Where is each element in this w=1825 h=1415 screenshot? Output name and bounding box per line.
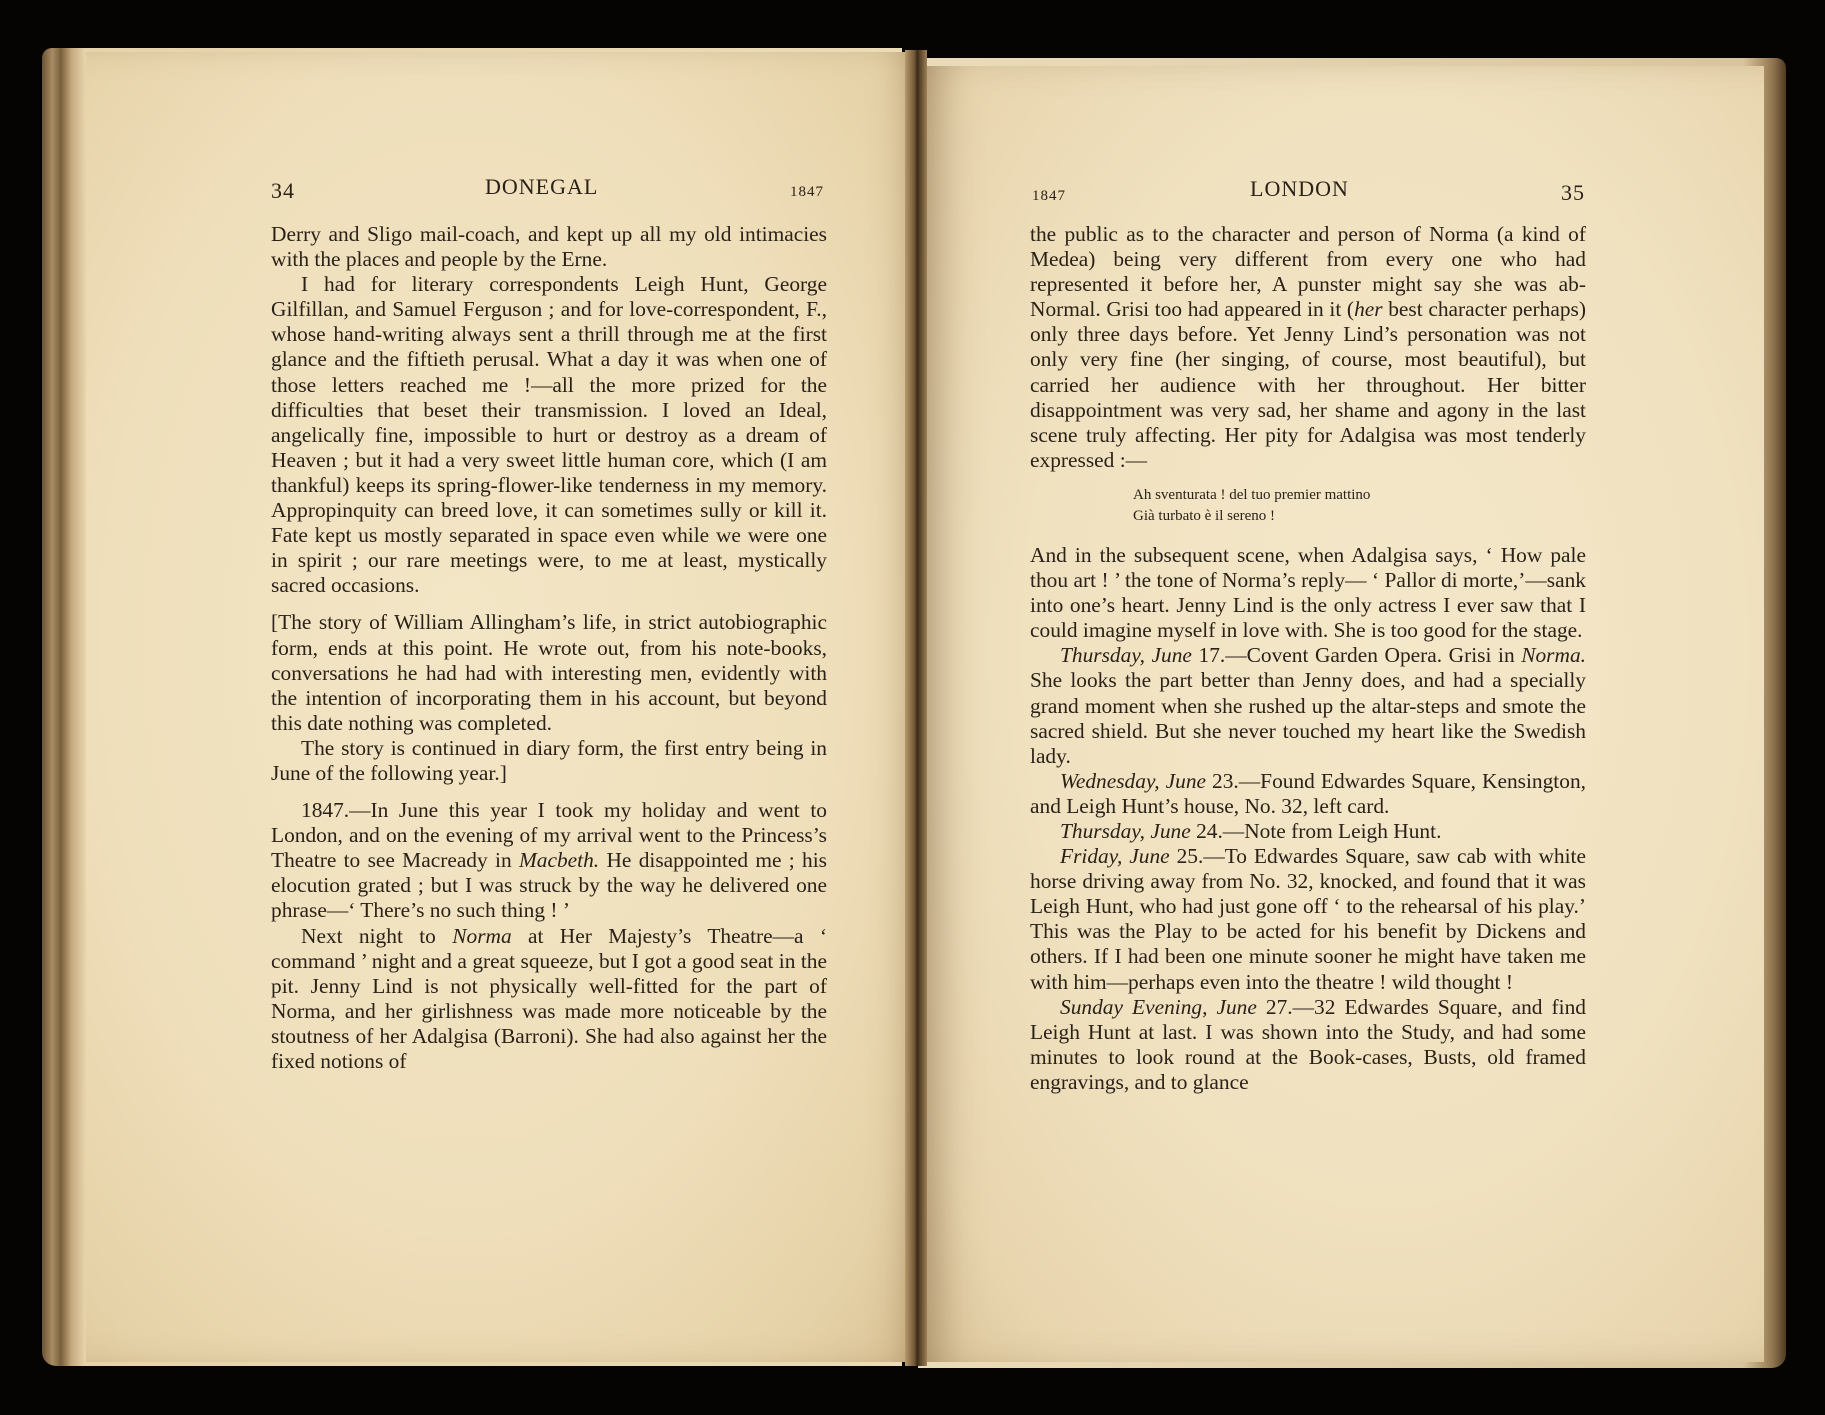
entry-date: Thursday, June [1060, 643, 1192, 668]
entry-date: Thursday, June [1060, 818, 1191, 843]
left-page-number: 34 [271, 178, 295, 203]
paragraph: Derry and Sligo mail-coach, and kept up all my old intimacies with the places and people by the Erne. [271, 222, 827, 272]
text-run: at Her Majesty’s Theatre—a ‘ command ’ night and a great squeeze, but I got a good seat in the pit. Jenny Lind is not physically well-fitted for the part of Norma, and her girlishness was made more noticeable by the stoutness of her Adalgisa (Barroni). She had also against her the fixed notions of [271, 923, 828, 1073]
paragraph [271, 924, 827, 1075]
entry-date: Friday, June [1060, 844, 1170, 869]
right-page-body [1030, 222, 1586, 1095]
diary-entry [1030, 995, 1586, 1095]
italic-title: Norma [452, 923, 512, 948]
book-gutter [905, 50, 927, 1366]
italic-title: Macbeth. [518, 848, 600, 873]
paragraph: The story is continued in diary form, the first entry being in June of the following year.] [271, 735, 827, 785]
verse-quotation [1133, 485, 1586, 527]
left-year: 1847 [790, 184, 824, 200]
right-page-number: 35 [1561, 180, 1585, 205]
italic-word: her [1354, 297, 1383, 322]
text-run: Next night to [301, 923, 453, 948]
paragraph: [The story of William Allingham’s life, in strict autobiographic form, ends at this point. He wrote out, from his note-books, conversations he had had with interesting men, evidently with the intention of incorporating them in his account, but beyond this date nothing was completed. [271, 610, 827, 735]
text-run: 17.—Covent Garden Opera. Grisi in [1191, 643, 1522, 668]
entry-date: Wednesday, June [1060, 768, 1207, 793]
verse-line: Ah sventurata ! del tuo premier mattino [1133, 486, 1371, 503]
text-run: 24.—Note from Leigh Hunt. [1190, 818, 1442, 843]
text-run: She looks the part better than Jenny does, and had a specially grand moment when she rushed up the altar-steps and smote the sacred shield. But she never touched my heart like the Swedish lady. [1030, 668, 1586, 768]
paragraph: I had for literary correspondents Leigh Hunt, George Gilfillan, and Samuel Ferguson ; and for love-correspondent, F., whose hand-writing always sent a thrill through me at the first glance and the fiftieth perusal. What a day it was when one of those letters reached me !—all the more prized for the difficulties that beset their transmission. I loved an Ideal, angelically fine, impossible to hurt or destroy as a dream of Heaven ; but it had a very sweet little human core, which (I am thankful) keeps its spring-flower-like tenderness in my memory. Appropinquity can breed love, it can sometimes sully or kill it. Fate kept us mostly separated in space even while we were one in spirit ; our rare meetings were, to me at least, mystically sacred occasions. [271, 272, 827, 598]
text-run: best character perhaps) only three days before. Yet Jenny Lind’s personation was not only very fine (her singing, of course, most beautiful), but carried her audience with her throughout. Her bitter disappointment was very sad, her shame and agony in the last scene truly affecting. Her pity for Adalgisa was most tenderly expressed :— [1030, 297, 1586, 472]
verse-line: Già turbato è il sereno ! [1133, 507, 1276, 524]
diary-entry [1030, 769, 1586, 819]
paragraph [271, 798, 827, 923]
diary-entry [1030, 819, 1586, 844]
entry-date: Sunday Evening, June [1060, 994, 1257, 1019]
text-run: 27.—32 Edwardes Square, and find Leigh Hunt at last. I was shown into the Study, and had some minutes to look round at the Book-cases, Busts, old framed engravings, and to glance [1030, 994, 1586, 1094]
right-year: 1847 [1032, 188, 1066, 204]
diary-entry [1030, 643, 1586, 768]
diary-entry [1030, 844, 1586, 995]
text-run: 23.—Found Edwardes Square, Kensington, and Leigh Hunt’s house, No. 32, left card. [1030, 768, 1586, 818]
text-run: He disappointed me ; his elocution grated ; but I was struck by the way he delivered one phrase—‘ There’s no such thing ! ’ [271, 848, 827, 923]
paragraph: And in the subsequent scene, when Adalgisa says, ‘ How pale thou art ! ’ the tone of Norma’s reply— ‘ Pallor di morte,’—sank into one’s heart. Jenny Lind is the only actress I ever saw that I could imagine myself in love with. She is too good for the stage. [1030, 542, 1586, 643]
italic-title: Norma. [1521, 643, 1586, 668]
text-run: 1847.—In June this year I took my holiday and went to London, and on the evening of my arrival went to the Princess’s Theatre to see Macready in [271, 798, 827, 873]
left-running-title: DONEGAL [485, 174, 599, 199]
paragraph [1030, 222, 1586, 473]
text-run: 25.—To Edwardes Square, saw cab with white horse driving away from No. 32, knocked, and found that it was Leigh Hunt, who had just gone off ‘ to the rehearsal of his play.’ This was the Play to be acted for his benefit by Dickens and others. If I had been one minute sooner he might have taken me with him—perhaps even into the theatre ! wild thought ! [1030, 844, 1586, 994]
left-page-body [271, 222, 827, 1074]
right-running-title: LONDON [1250, 176, 1349, 201]
text-run: the public as to the character and person of Norma (a kind of Medea) being very different from every one who had represented it before her, A punster might say she was ab-Normal. Grisi too had appeared in it ( [1030, 222, 1586, 322]
